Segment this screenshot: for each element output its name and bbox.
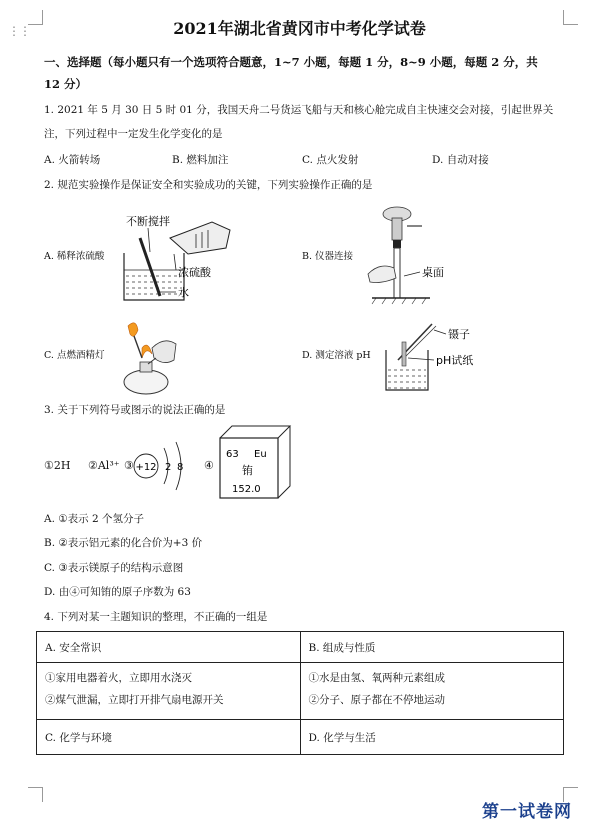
q3-item-3: ③ xyxy=(124,459,134,472)
q1-stem-cont: 注，下列过程中一定发生化学变化的是 xyxy=(44,128,223,140)
atom-structure-diagram xyxy=(132,436,192,496)
periodic-element-cell xyxy=(218,424,294,502)
instrument-connect-figure xyxy=(362,204,472,309)
q2-option-b: B. 仪器连接 xyxy=(302,251,354,262)
q4-table xyxy=(36,631,564,755)
q3-option-d: D. 由④可知铕的原子序数为 63 xyxy=(44,586,191,598)
q2-option-c: C. 点燃酒精灯 xyxy=(44,350,105,361)
q4-b-line-1: ①水是由氢、氧两种元素组成 xyxy=(308,672,445,684)
nucleus-charge: +12 xyxy=(135,462,157,473)
q4-cell-c-head: C. 化学与环境 xyxy=(37,720,301,755)
q1-option-d: D. 自动对接 xyxy=(432,154,489,166)
q4-cell-b-head: B. 组成与性质 xyxy=(300,632,564,663)
ph-test-figure xyxy=(380,316,500,396)
drag-handle-icon[interactable]: ⋮⋮ xyxy=(8,24,30,38)
q2-option-d: D. 测定溶液 pH xyxy=(302,350,371,361)
label-stir: 不断搅拌 xyxy=(126,215,170,228)
q4-b-line-2: ②分子、原子都在不停地运动 xyxy=(308,694,445,706)
q1-option-b: B. 燃料加注 xyxy=(172,154,229,166)
q3-item-2: ②Al³⁺ xyxy=(88,459,120,472)
label-acid: 浓硫酸 xyxy=(178,266,211,279)
shell-2-electrons: 8 xyxy=(177,462,184,473)
q3-option-b: B. ②表示铝元素的化合价为+3 价 xyxy=(44,537,203,549)
atomic-mass: 152.0 xyxy=(232,484,261,495)
element-symbol: Eu xyxy=(254,449,267,460)
dilute-acid-figure xyxy=(118,208,268,308)
element-name: 铕 xyxy=(242,464,253,477)
q4-cell-d-head: D. 化学与生活 xyxy=(300,720,564,755)
q4-stem: 4. 下列对某一主题知识的整理，不正确的一组是 xyxy=(44,611,268,623)
watermark-logo: 第一试卷网 xyxy=(482,802,572,822)
q1-option-c: C. 点火发射 xyxy=(302,154,359,166)
q3-option-c: C. ③表示镁原子的结构示意图 xyxy=(44,562,184,574)
label-ph-paper: pH试纸 xyxy=(436,354,474,367)
alcohol-lamp-figure xyxy=(112,318,192,398)
q1-options xyxy=(44,152,564,166)
label-water: 水 xyxy=(178,286,189,299)
q4-a-line-1: ①家用电器着火，立即用水浇灭 xyxy=(45,672,192,684)
atomic-number: 63 xyxy=(226,449,239,460)
q3-option-a: A. ①表示 2 个氢分子 xyxy=(44,513,145,525)
q3-item-1: ①2H xyxy=(44,459,71,472)
q4-a-line-2: ②煤气泄漏，立即打开排气扇电源开关 xyxy=(45,694,224,706)
q3-item-4: ④ xyxy=(204,459,214,472)
label-tweezers: 镊子 xyxy=(448,328,470,341)
crop-mark-bottom-left xyxy=(28,787,43,802)
q2-stem: 2. 规范实验操作是保证安全和实验成功的关键，下列实验操作正确的是 xyxy=(44,179,373,191)
q2-option-a: A. 稀释浓硫酸 xyxy=(44,251,105,262)
page-title: 2021年湖北省黄冈市中考化学试卷 xyxy=(173,19,426,38)
q4-cell-b-body xyxy=(300,663,564,720)
section-heading: 一、选择题（每小题只有一个选项符合题意，1~7 小题，每题 1 分，8~9 小题，每题 2 分，共 xyxy=(44,55,538,69)
q4-cell-a-body xyxy=(37,663,301,720)
shell-1-electrons: 2 xyxy=(165,462,172,473)
q1-stem: 1. 2021 年 5 月 30 日 5 时 01 分，我国天舟二号货运飞船与天和核心舱完成自主快速交会对接，引起世界关 xyxy=(44,104,554,116)
q1-option-a: A. 火箭转场 xyxy=(44,154,101,166)
q3-stem: 3. 关于下列符号或图示的说法正确的是 xyxy=(44,404,226,416)
q4-cell-a-head: A. 安全常识 xyxy=(37,632,301,663)
section-heading-cont: 12 分） xyxy=(44,77,88,91)
label-table: 桌面 xyxy=(422,266,444,279)
